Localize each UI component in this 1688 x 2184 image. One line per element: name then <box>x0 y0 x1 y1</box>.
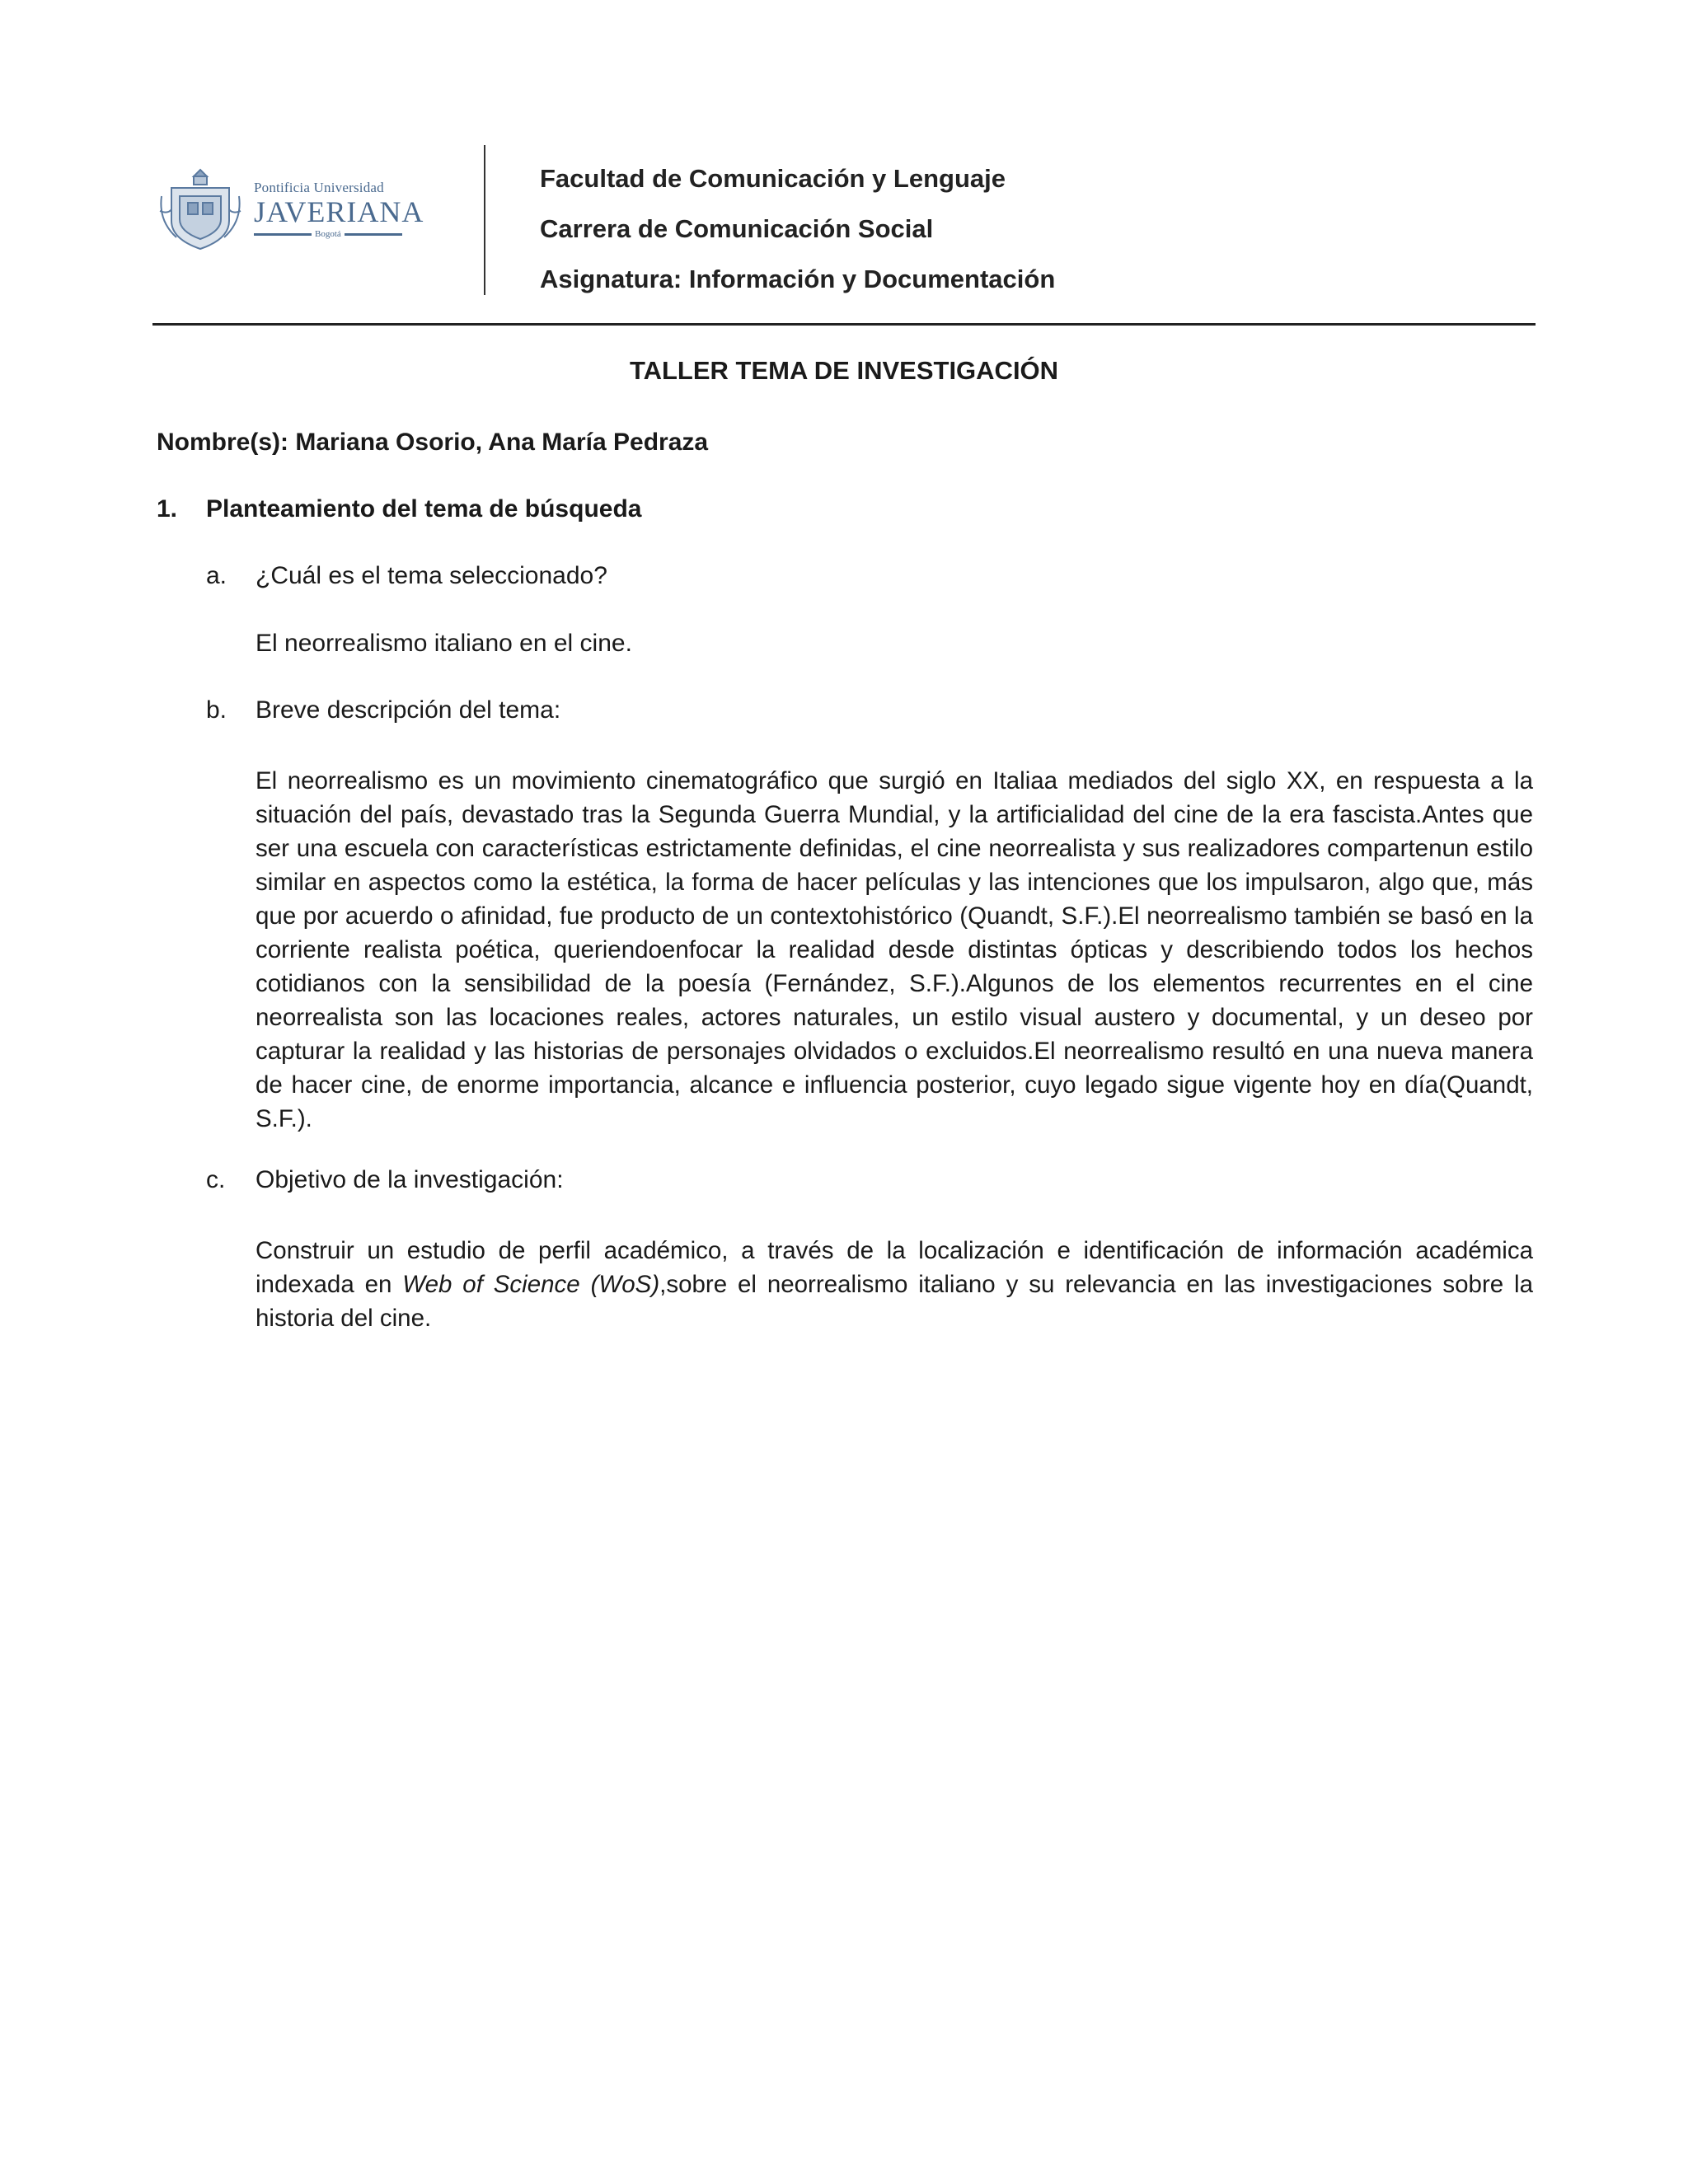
document-title: TALLER TEMA DE INVESTIGACIÓN <box>629 356 1059 385</box>
item-c-answer <box>256 1234 1533 1335</box>
logo-wordmark <box>254 180 424 239</box>
item-a-answer: El neorrealismo italiano en el cine. <box>256 630 632 657</box>
item-a-question <box>206 562 607 590</box>
item-c-answer-part2: ,sobre el neorrealismo italiano y su relevancia en las investigaciones sobre la historia del cine. <box>256 1271 1533 1332</box>
header-divider-vertical <box>484 145 485 295</box>
logo-rule <box>254 229 424 239</box>
item-c-answer-italic: Web of Science (WoS) <box>402 1271 660 1298</box>
item-b-letter: b. <box>206 696 227 724</box>
logo-line-3: Bogotá <box>315 229 341 239</box>
item-a-letter: a. <box>206 562 227 589</box>
header-faculty: Facultad de Comunicación y Lenguaje <box>540 164 1006 193</box>
logo-line-1: Pontificia Universidad <box>254 180 384 195</box>
section-number: 1. <box>157 495 178 523</box>
item-c-question-text: Objetivo de la investigación: <box>256 1166 564 1193</box>
section-label: Planteamiento del tema de búsqueda <box>206 495 642 523</box>
author-names: Nombre(s): Mariana Osorio, Ana María Pedraza <box>157 429 709 456</box>
item-b-question <box>206 696 560 724</box>
header-info <box>540 153 1055 304</box>
item-c-letter: c. <box>206 1166 226 1193</box>
item-c-question <box>206 1166 564 1194</box>
university-logo <box>155 162 424 257</box>
header-course: Asignatura: Información y Documentación <box>540 265 1056 293</box>
item-a-question-text: ¿Cuál es el tema seleccionado? <box>256 562 607 589</box>
item-b-answer: El neorrealismo es un movimiento cinematográfico que surgió en Italiaa mediados del siglo XX, en respuesta a la situación del país, devastado tras la Segunda Guerra Mundial, y la artificialidad del cine de la era fascista.Antes que ser una escuela con características estrictamente definidas, el cine neorrealista y sus realizadores compartenun estilo similar en aspectos como la estética, la forma de hacer películas y las intenciones que los impulsaron, algo que, más que por acuerdo o afinidad, fue producto de un contextohistórico (Quandt, S.F.).El neorrealismo también se basó en la corriente realista poética, queriendoenfocar la realidad desde distintas ópticas y describiendo todos los hechos cotidianos con la sensibilidad de la poesía (Fernández, S.F.).Algunos de los elementos recurrentes en el cine neorrealista son las locaciones reales, actores naturales, un estilo visual austero y documental, y un deseo por capturar la realidad y las historias de personajes olvidados o excluidos.El neorrealismo resultó en una nueva manera de hacer cine, de enorme importancia, alcance e influencia posterior, cuyo legado sigue vigente hoy en día(Quandt, S.F.). <box>256 767 1533 1132</box>
item-c-answer-part1: Construir un estudio de perfil académico, a través de la localización e identificación de información académica indexada en <box>256 1237 1533 1298</box>
section-heading <box>157 495 641 523</box>
header-divider-horizontal <box>152 323 1536 326</box>
header-program: Carrera de Comunicación Social <box>540 214 934 243</box>
crest-icon <box>155 163 246 255</box>
logo-line-2: JAVERIANA <box>254 195 424 228</box>
item-b-question-text: Breve descripción del tema: <box>256 696 561 724</box>
